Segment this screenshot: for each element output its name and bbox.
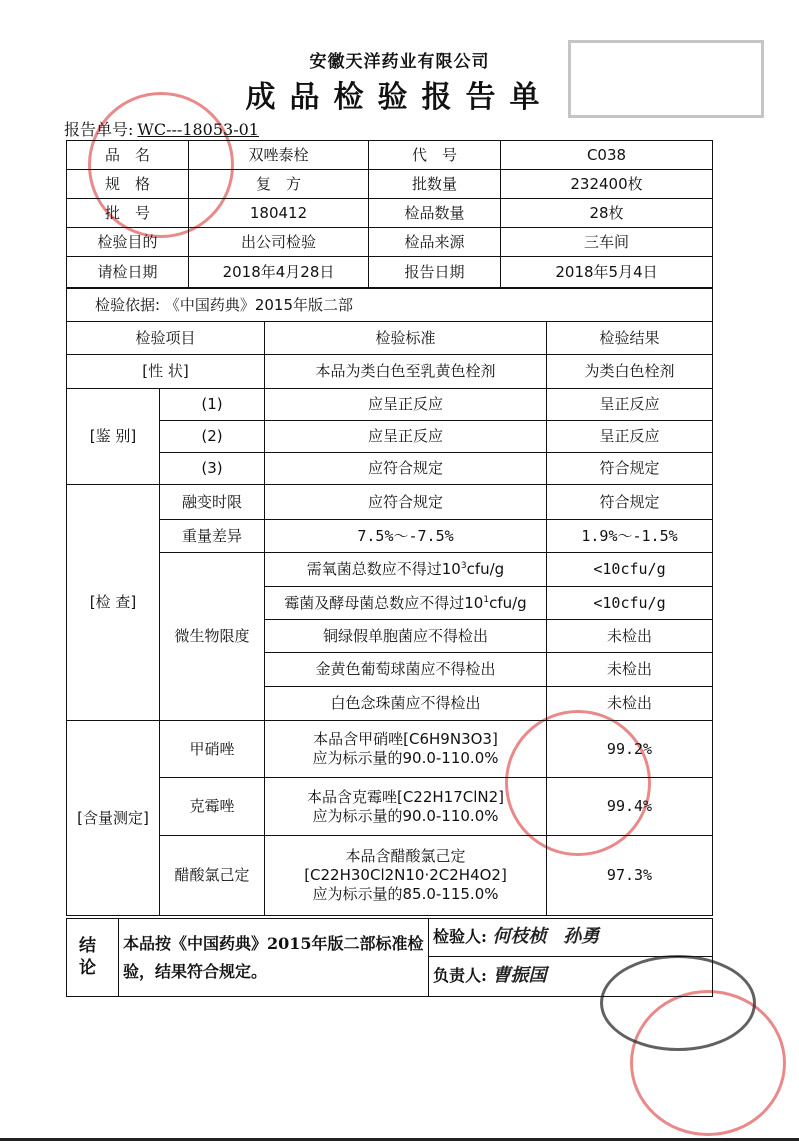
inspector-cell: [429, 919, 713, 957]
batch-no-label: 批 号: [67, 199, 189, 228]
micro-standard-2-exp: 1: [483, 594, 490, 605]
conclusion-table: [66, 918, 713, 997]
ident-result-2: 呈正反应: [547, 421, 713, 453]
micro-result-4: 未检出: [547, 653, 713, 687]
ident-result-1: 呈正反应: [547, 389, 713, 421]
sample-qty-value: 28枚: [501, 199, 713, 228]
weight-result: 1.9%～-1.5%: [547, 520, 713, 553]
batch-qty-value: 232400枚: [501, 170, 713, 199]
info-table: [66, 140, 713, 288]
spec-label: 规 格: [67, 170, 189, 199]
micro-standard-1: [265, 553, 547, 587]
report-number-value: WC---18053-01: [137, 120, 259, 139]
micro-standard-1-unit: cfu/g: [466, 560, 505, 579]
batch-qty-label: 批数量: [369, 170, 501, 199]
code-value: C038: [501, 141, 713, 170]
conclusion-text: 本品按《中国药典》2015年版二部标准检验，结果符合规定。: [119, 919, 429, 997]
batch-no-value: 180412: [189, 199, 369, 228]
micro-result-2: <10cfu/g: [547, 587, 713, 620]
check-label: [检 查]: [67, 485, 160, 721]
inspector-signature-2: 孙勇: [563, 926, 600, 948]
ident-no-1: (1): [160, 389, 265, 421]
assay1-line2: 应为标示量的90.0-110.0%: [312, 749, 499, 767]
inspector-signature: 何枝桢: [492, 926, 547, 948]
melt-label: 融变时限: [160, 485, 265, 520]
appearance-result: 为类白色栓剂: [547, 355, 713, 389]
assay3-standard: [265, 836, 547, 916]
weight-standard: 7.5%～-7.5%: [265, 520, 547, 553]
assay3-line3: 应为标示量的85.0-115.0%: [312, 884, 499, 903]
melt-result: 符合规定: [547, 485, 713, 520]
assay2-result: 99.4%: [547, 778, 713, 836]
micro-result-1: <10cfu/g: [547, 553, 713, 587]
assay2-name: 克霉唑: [160, 778, 265, 836]
ident-no-3: (3): [160, 453, 265, 485]
source-value: 三车间: [501, 228, 713, 257]
micro-standard-5: 白色念珠菌应不得检出: [265, 687, 547, 721]
assay2-standard: [265, 778, 547, 836]
company-name: 安徽天洋药业有限公司: [309, 52, 490, 72]
purpose-value: 出公司检验: [189, 228, 369, 257]
product-name-label: 品 名: [67, 141, 189, 170]
micro-standard-2-unit: cfu/g: [489, 593, 527, 612]
source-label: 检品来源: [369, 228, 501, 257]
micro-standard-4: 金黄色葡萄球菌应不得检出: [265, 653, 547, 687]
ident-standard-2: 应呈正反应: [265, 421, 547, 453]
inspector-label: 检验人:: [433, 927, 487, 947]
weight-label: 重量差异: [160, 520, 265, 553]
micro-result-3: 未检出: [547, 620, 713, 653]
report-number: [64, 117, 259, 140]
appearance-label: [性 状]: [67, 355, 265, 389]
appearance-standard: 本品为类白色至乳黄色栓剂: [265, 355, 547, 389]
manager-signature: 曹振国: [492, 965, 547, 987]
col-result-header: 检验结果: [547, 322, 713, 355]
conclusion-label: 结 论: [67, 919, 119, 997]
report-date-label: 报告日期: [369, 257, 501, 288]
ident-standard-3: 应符合规定: [265, 453, 547, 485]
assay3-line1: 本品含醋酸氯己定: [345, 847, 466, 866]
melt-standard: 应符合规定: [265, 485, 547, 520]
assay2-line1: 本品含克霉唑[C22H17ClN2]: [306, 787, 505, 806]
report-title: 成品检验报告单: [245, 80, 554, 115]
micro-standard-2: [265, 587, 547, 620]
request-date-label: 请检日期: [67, 257, 189, 288]
ident-standard-1: 应呈正反应: [265, 389, 547, 421]
micro-standard-1-exp: 3: [460, 561, 467, 572]
assay1-result: 99.2%: [547, 721, 713, 778]
assay3-result: 97.3%: [547, 836, 713, 916]
product-name: 双唑泰栓: [189, 141, 369, 170]
micro-label: 微生物限度: [160, 553, 265, 721]
col-item-header: 检验项目: [67, 322, 265, 355]
code-label: 代 号: [369, 141, 501, 170]
purpose-label: 检验目的: [67, 228, 189, 257]
request-date-value: 2018年4月28日: [189, 257, 369, 288]
assay2-line2: 应为标示量的90.0-110.0%: [312, 806, 499, 825]
manager-cell: [429, 957, 713, 997]
assay-label: [含量测定]: [67, 721, 160, 916]
assay1-standard: [265, 721, 547, 778]
micro-standard-1-text: 需氧菌总数应不得过10: [306, 560, 461, 579]
identification-label: [鉴 别]: [67, 389, 160, 485]
col-standard-header: 检验标准: [265, 322, 547, 355]
results-table: [66, 288, 713, 916]
sample-qty-label: 检品数量: [369, 199, 501, 228]
assay3-line2: [C22H30Cl2N10·2C2H4O2]: [304, 866, 507, 885]
spec-value: 复 方: [189, 170, 369, 199]
bottom-rule: [0, 1138, 799, 1141]
inspection-basis: 检验依据: 《中国药典》2015年版二部: [67, 289, 713, 322]
assay1-line1: 本品含甲硝唑[C6H9N3O3]: [313, 730, 498, 749]
assay3-name: 醋酸氯己定: [160, 836, 265, 916]
micro-standard-3: 铜绿假单胞菌应不得检出: [265, 620, 547, 653]
report-number-label: 报告单号:: [64, 120, 134, 139]
assay1-name: 甲硝唑: [160, 721, 265, 778]
ident-result-3: 符合规定: [547, 453, 713, 485]
manager-label: 负责人:: [433, 966, 487, 986]
report-date-value: 2018年5月4日: [501, 257, 713, 288]
ident-no-2: (2): [160, 421, 265, 453]
micro-standard-2-text: 霉菌及酵母菌总数应不得过10: [284, 593, 484, 612]
micro-result-5: 未检出: [547, 687, 713, 721]
